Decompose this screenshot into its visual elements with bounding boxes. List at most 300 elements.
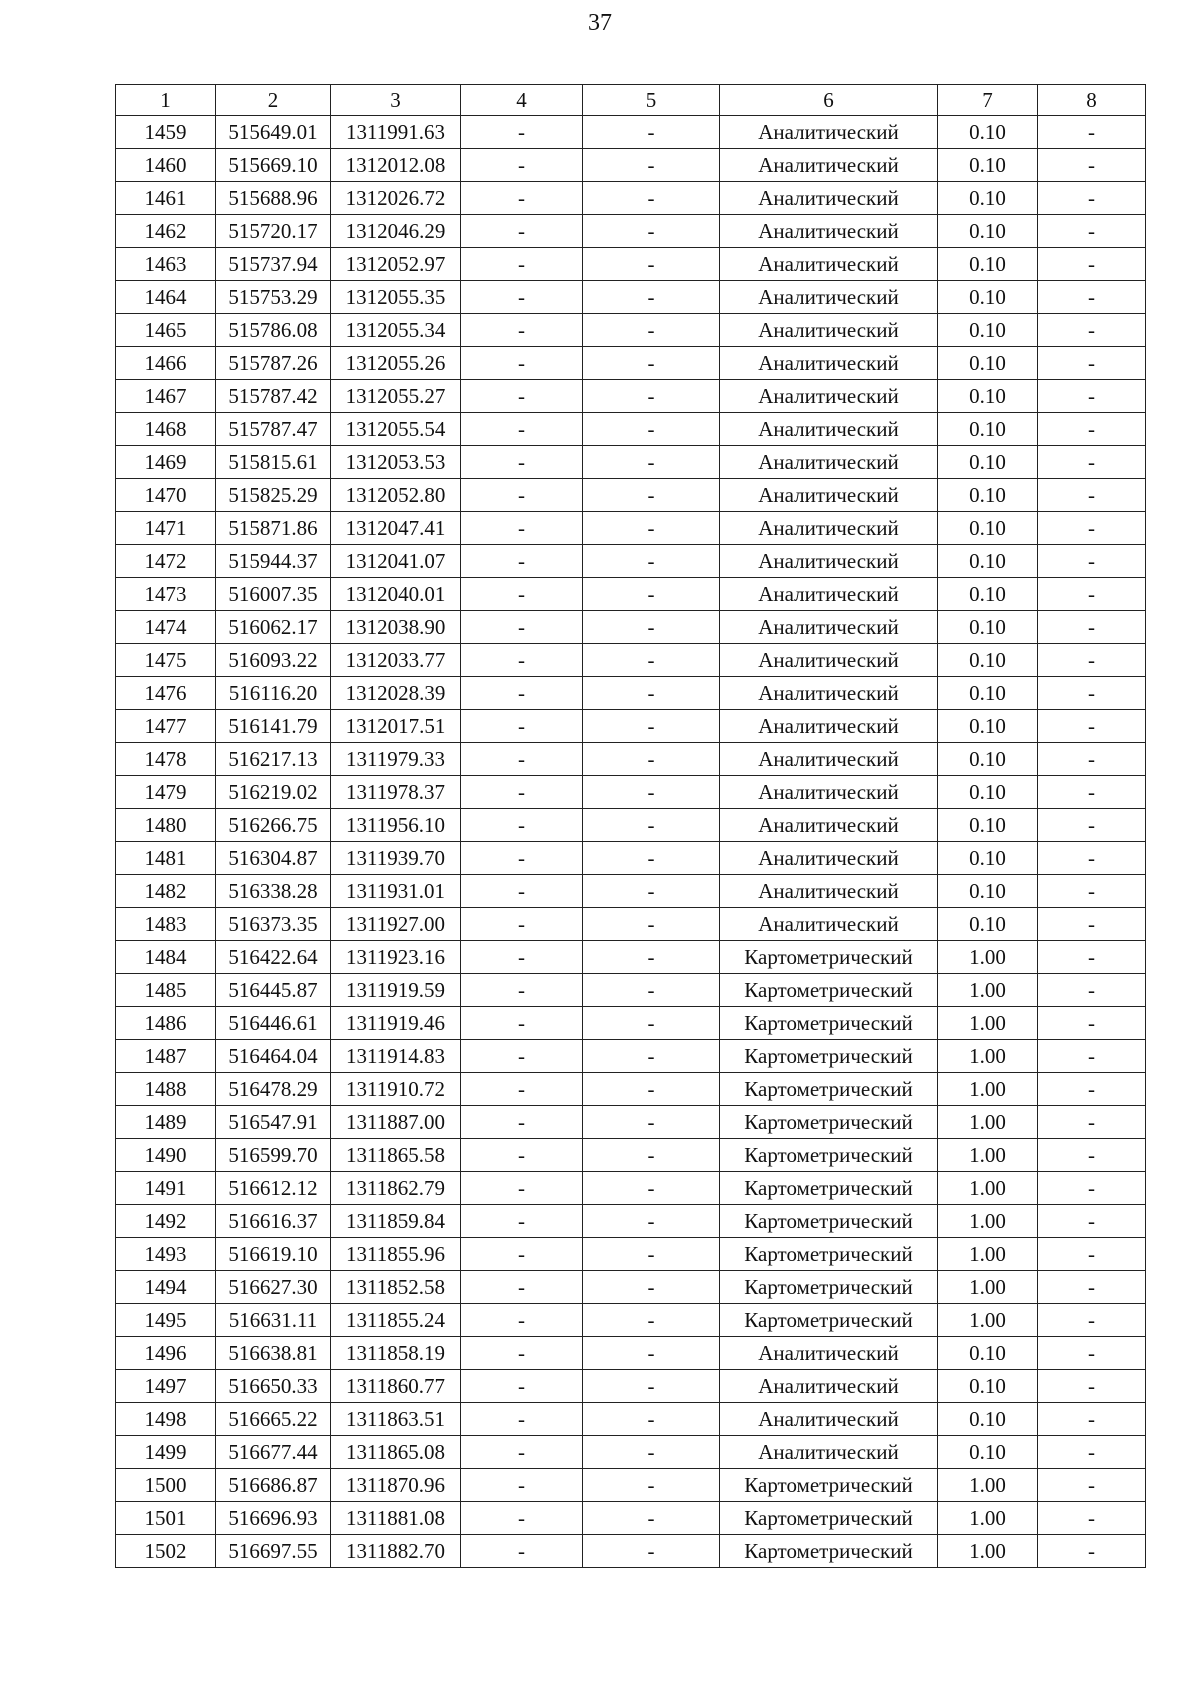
cell-accuracy: 0.10	[938, 1436, 1038, 1469]
cell-col-5: -	[583, 611, 720, 644]
cell-col-5: -	[583, 875, 720, 908]
cell-accuracy: 0.10	[938, 677, 1038, 710]
cell-point-number: 1481	[116, 842, 216, 875]
cell-accuracy: 0.10	[938, 248, 1038, 281]
cell-y-coordinate: 1311870.96	[331, 1469, 461, 1502]
cell-col-5: -	[583, 1436, 720, 1469]
cell-col-5: -	[583, 1502, 720, 1535]
cell-col-8: -	[1038, 116, 1146, 149]
cell-method: Аналитический	[720, 842, 938, 875]
cell-col-5: -	[583, 1304, 720, 1337]
cell-col-4: -	[461, 842, 583, 875]
cell-method: Аналитический	[720, 1370, 938, 1403]
cell-method: Аналитический	[720, 1403, 938, 1436]
cell-y-coordinate: 1311991.63	[331, 116, 461, 149]
cell-method: Аналитический	[720, 248, 938, 281]
cell-col-4: -	[461, 1502, 583, 1535]
cell-method: Аналитический	[720, 479, 938, 512]
cell-method: Аналитический	[720, 1337, 938, 1370]
table-row	[116, 743, 1146, 776]
cell-accuracy: 0.10	[938, 479, 1038, 512]
cell-col-4: -	[461, 1271, 583, 1304]
cell-col-8: -	[1038, 215, 1146, 248]
cell-col-5: -	[583, 1172, 720, 1205]
cell-col-4: -	[461, 347, 583, 380]
cell-method: Аналитический	[720, 809, 938, 842]
cell-col-5: -	[583, 281, 720, 314]
cell-x-coordinate: 516007.35	[216, 578, 331, 611]
cell-col-8: -	[1038, 1337, 1146, 1370]
cell-x-coordinate: 516373.35	[216, 908, 331, 941]
column-header-8: 8	[1038, 85, 1146, 116]
cell-col-4: -	[461, 1436, 583, 1469]
cell-method: Картометрический	[720, 1238, 938, 1271]
table-row	[116, 380, 1146, 413]
cell-point-number: 1487	[116, 1040, 216, 1073]
cell-x-coordinate: 516445.87	[216, 974, 331, 1007]
table-row	[116, 446, 1146, 479]
cell-x-coordinate: 515737.94	[216, 248, 331, 281]
cell-x-coordinate: 515787.42	[216, 380, 331, 413]
cell-col-8: -	[1038, 809, 1146, 842]
cell-col-8: -	[1038, 710, 1146, 743]
cell-x-coordinate: 515871.86	[216, 512, 331, 545]
cell-y-coordinate: 1311978.37	[331, 776, 461, 809]
cell-accuracy: 0.10	[938, 875, 1038, 908]
cell-col-8: -	[1038, 743, 1146, 776]
cell-point-number: 1468	[116, 413, 216, 446]
cell-accuracy: 1.00	[938, 1172, 1038, 1205]
cell-col-5: -	[583, 842, 720, 875]
cell-col-4: -	[461, 1172, 583, 1205]
cell-x-coordinate: 516627.30	[216, 1271, 331, 1304]
cell-y-coordinate: 1311919.59	[331, 974, 461, 1007]
cell-accuracy: 0.10	[938, 743, 1038, 776]
table-row	[116, 248, 1146, 281]
column-header-1: 1	[116, 85, 216, 116]
cell-accuracy: 1.00	[938, 1106, 1038, 1139]
cell-point-number: 1502	[116, 1535, 216, 1568]
cell-point-number: 1499	[116, 1436, 216, 1469]
cell-y-coordinate: 1311865.58	[331, 1139, 461, 1172]
cell-y-coordinate: 1311923.16	[331, 941, 461, 974]
cell-y-coordinate: 1312053.53	[331, 446, 461, 479]
cell-point-number: 1500	[116, 1469, 216, 1502]
cell-point-number: 1495	[116, 1304, 216, 1337]
cell-y-coordinate: 1312047.41	[331, 512, 461, 545]
cell-col-8: -	[1038, 281, 1146, 314]
cell-col-4: -	[461, 611, 583, 644]
cell-accuracy: 1.00	[938, 1271, 1038, 1304]
cell-col-5: -	[583, 116, 720, 149]
cell-col-5: -	[583, 1337, 720, 1370]
cell-y-coordinate: 1311852.58	[331, 1271, 461, 1304]
table-row	[116, 1205, 1146, 1238]
table-row	[116, 1238, 1146, 1271]
page-number: 37	[588, 10, 612, 36]
table-row	[116, 1271, 1146, 1304]
cell-col-4: -	[461, 1007, 583, 1040]
cell-method: Аналитический	[720, 182, 938, 215]
cell-col-8: -	[1038, 1370, 1146, 1403]
cell-col-5: -	[583, 1040, 720, 1073]
cell-col-5: -	[583, 974, 720, 1007]
cell-col-4: -	[461, 743, 583, 776]
cell-y-coordinate: 1312055.27	[331, 380, 461, 413]
cell-col-5: -	[583, 479, 720, 512]
cell-col-5: -	[583, 1238, 720, 1271]
cell-y-coordinate: 1312055.34	[331, 314, 461, 347]
cell-col-5: -	[583, 644, 720, 677]
cell-accuracy: 0.10	[938, 413, 1038, 446]
cell-x-coordinate: 515669.10	[216, 149, 331, 182]
table-row	[116, 545, 1146, 578]
cell-col-8: -	[1038, 842, 1146, 875]
cell-x-coordinate: 515753.29	[216, 281, 331, 314]
cell-col-8: -	[1038, 182, 1146, 215]
cell-method: Аналитический	[720, 149, 938, 182]
table-row	[116, 512, 1146, 545]
cell-x-coordinate: 516217.13	[216, 743, 331, 776]
cell-x-coordinate: 515787.47	[216, 413, 331, 446]
cell-col-5: -	[583, 1106, 720, 1139]
cell-y-coordinate: 1312041.07	[331, 545, 461, 578]
cell-col-5: -	[583, 1073, 720, 1106]
cell-col-4: -	[461, 1304, 583, 1337]
cell-col-8: -	[1038, 413, 1146, 446]
cell-y-coordinate: 1311858.19	[331, 1337, 461, 1370]
cell-accuracy: 0.10	[938, 908, 1038, 941]
cell-col-8: -	[1038, 677, 1146, 710]
cell-x-coordinate: 516665.22	[216, 1403, 331, 1436]
cell-x-coordinate: 516062.17	[216, 611, 331, 644]
cell-method: Аналитический	[720, 875, 938, 908]
table-row	[116, 1436, 1146, 1469]
cell-accuracy: 0.10	[938, 644, 1038, 677]
cell-col-8: -	[1038, 512, 1146, 545]
cell-method: Аналитический	[720, 908, 938, 941]
cell-x-coordinate: 516616.37	[216, 1205, 331, 1238]
cell-col-5: -	[583, 248, 720, 281]
cell-accuracy: 1.00	[938, 1535, 1038, 1568]
cell-y-coordinate: 1311910.72	[331, 1073, 461, 1106]
cell-y-coordinate: 1311919.46	[331, 1007, 461, 1040]
cell-col-4: -	[461, 809, 583, 842]
column-header-4: 4	[461, 85, 583, 116]
cell-col-5: -	[583, 1271, 720, 1304]
cell-col-8: -	[1038, 1271, 1146, 1304]
cell-y-coordinate: 1311855.24	[331, 1304, 461, 1337]
cell-x-coordinate: 516446.61	[216, 1007, 331, 1040]
cell-col-4: -	[461, 479, 583, 512]
cell-point-number: 1474	[116, 611, 216, 644]
cell-method: Аналитический	[720, 644, 938, 677]
cell-col-5: -	[583, 710, 720, 743]
cell-col-5: -	[583, 314, 720, 347]
cell-method: Картометрический	[720, 1469, 938, 1502]
cell-col-5: -	[583, 413, 720, 446]
cell-col-4: -	[461, 1205, 583, 1238]
cell-method: Аналитический	[720, 743, 938, 776]
cell-col-8: -	[1038, 1304, 1146, 1337]
cell-point-number: 1493	[116, 1238, 216, 1271]
cell-point-number: 1484	[116, 941, 216, 974]
cell-col-8: -	[1038, 1139, 1146, 1172]
table-row	[116, 1304, 1146, 1337]
cell-accuracy: 1.00	[938, 1238, 1038, 1271]
cell-method: Аналитический	[720, 512, 938, 545]
cell-y-coordinate: 1311939.70	[331, 842, 461, 875]
cell-method: Аналитический	[720, 545, 938, 578]
cell-col-4: -	[461, 1370, 583, 1403]
cell-accuracy: 1.00	[938, 1469, 1038, 1502]
cell-col-5: -	[583, 380, 720, 413]
cell-col-5: -	[583, 776, 720, 809]
cell-y-coordinate: 1312017.51	[331, 710, 461, 743]
column-header-7: 7	[938, 85, 1038, 116]
cell-point-number: 1467	[116, 380, 216, 413]
cell-point-number: 1472	[116, 545, 216, 578]
table-row	[116, 1106, 1146, 1139]
table-row	[116, 974, 1146, 1007]
table-row	[116, 1370, 1146, 1403]
cell-y-coordinate: 1312038.90	[331, 611, 461, 644]
cell-method: Картометрический	[720, 1040, 938, 1073]
cell-point-number: 1485	[116, 974, 216, 1007]
cell-y-coordinate: 1311865.08	[331, 1436, 461, 1469]
column-header-2: 2	[216, 85, 331, 116]
cell-col-8: -	[1038, 875, 1146, 908]
cell-col-8: -	[1038, 578, 1146, 611]
cell-accuracy: 0.10	[938, 1403, 1038, 1436]
table-row	[116, 1172, 1146, 1205]
cell-point-number: 1491	[116, 1172, 216, 1205]
cell-accuracy: 1.00	[938, 1502, 1038, 1535]
cell-accuracy: 0.10	[938, 578, 1038, 611]
cell-col-4: -	[461, 413, 583, 446]
cell-y-coordinate: 1311927.00	[331, 908, 461, 941]
cell-accuracy: 0.10	[938, 1370, 1038, 1403]
cell-point-number: 1464	[116, 281, 216, 314]
cell-col-4: -	[461, 644, 583, 677]
cell-y-coordinate: 1312052.97	[331, 248, 461, 281]
cell-accuracy: 0.10	[938, 710, 1038, 743]
cell-col-4: -	[461, 380, 583, 413]
cell-col-8: -	[1038, 1040, 1146, 1073]
cell-point-number: 1473	[116, 578, 216, 611]
cell-point-number: 1459	[116, 116, 216, 149]
cell-x-coordinate: 516338.28	[216, 875, 331, 908]
cell-col-4: -	[461, 182, 583, 215]
table-row	[116, 1139, 1146, 1172]
cell-accuracy: 0.10	[938, 512, 1038, 545]
cell-x-coordinate: 516116.20	[216, 677, 331, 710]
cell-col-4: -	[461, 1337, 583, 1370]
cell-col-8: -	[1038, 446, 1146, 479]
cell-x-coordinate: 516631.11	[216, 1304, 331, 1337]
table-row	[116, 710, 1146, 743]
table-row	[116, 941, 1146, 974]
table-row	[116, 1337, 1146, 1370]
cell-col-5: -	[583, 1403, 720, 1436]
cell-col-8: -	[1038, 1535, 1146, 1568]
cell-x-coordinate: 516696.93	[216, 1502, 331, 1535]
cell-col-5: -	[583, 182, 720, 215]
cell-method: Аналитический	[720, 116, 938, 149]
table-row	[116, 611, 1146, 644]
cell-point-number: 1462	[116, 215, 216, 248]
coordinates-table	[115, 84, 1146, 1568]
cell-point-number: 1478	[116, 743, 216, 776]
cell-method: Картометрический	[720, 1271, 938, 1304]
cell-col-4: -	[461, 677, 583, 710]
cell-col-8: -	[1038, 149, 1146, 182]
cell-col-8: -	[1038, 1205, 1146, 1238]
table-body	[116, 116, 1146, 1568]
table-row	[116, 413, 1146, 446]
table-row	[116, 314, 1146, 347]
cell-method: Аналитический	[720, 1436, 938, 1469]
cell-method: Аналитический	[720, 677, 938, 710]
cell-point-number: 1490	[116, 1139, 216, 1172]
cell-accuracy: 0.10	[938, 809, 1038, 842]
cell-col-5: -	[583, 347, 720, 380]
cell-col-8: -	[1038, 1172, 1146, 1205]
cell-method: Аналитический	[720, 611, 938, 644]
cell-accuracy: 1.00	[938, 1007, 1038, 1040]
cell-method: Аналитический	[720, 776, 938, 809]
cell-col-8: -	[1038, 1073, 1146, 1106]
cell-col-5: -	[583, 149, 720, 182]
cell-col-5: -	[583, 1535, 720, 1568]
cell-col-8: -	[1038, 974, 1146, 1007]
cell-col-8: -	[1038, 380, 1146, 413]
cell-col-8: -	[1038, 314, 1146, 347]
cell-accuracy: 1.00	[938, 974, 1038, 1007]
cell-col-5: -	[583, 743, 720, 776]
cell-point-number: 1460	[116, 149, 216, 182]
cell-y-coordinate: 1312052.80	[331, 479, 461, 512]
cell-method: Аналитический	[720, 578, 938, 611]
cell-accuracy: 0.10	[938, 116, 1038, 149]
cell-y-coordinate: 1311956.10	[331, 809, 461, 842]
table-row	[116, 215, 1146, 248]
cell-accuracy: 0.10	[938, 149, 1038, 182]
cell-accuracy: 1.00	[938, 1205, 1038, 1238]
table-row	[116, 809, 1146, 842]
cell-point-number: 1494	[116, 1271, 216, 1304]
cell-col-8: -	[1038, 1469, 1146, 1502]
cell-col-4: -	[461, 1040, 583, 1073]
cell-point-number: 1475	[116, 644, 216, 677]
cell-accuracy: 0.10	[938, 314, 1038, 347]
cell-col-5: -	[583, 941, 720, 974]
cell-x-coordinate: 516612.12	[216, 1172, 331, 1205]
cell-method: Картометрический	[720, 1502, 938, 1535]
cell-col-8: -	[1038, 1436, 1146, 1469]
cell-method: Картометрический	[720, 1073, 938, 1106]
table-row	[116, 149, 1146, 182]
cell-col-8: -	[1038, 1403, 1146, 1436]
cell-method: Картометрический	[720, 1106, 938, 1139]
cell-accuracy: 1.00	[938, 1304, 1038, 1337]
cell-accuracy: 1.00	[938, 941, 1038, 974]
cell-accuracy: 1.00	[938, 1040, 1038, 1073]
cell-y-coordinate: 1312055.26	[331, 347, 461, 380]
cell-x-coordinate: 516304.87	[216, 842, 331, 875]
table-row	[116, 578, 1146, 611]
cell-y-coordinate: 1312012.08	[331, 149, 461, 182]
cell-x-coordinate: 515787.26	[216, 347, 331, 380]
cell-x-coordinate: 516093.22	[216, 644, 331, 677]
cell-method: Аналитический	[720, 215, 938, 248]
cell-method: Картометрический	[720, 941, 938, 974]
cell-y-coordinate: 1312046.29	[331, 215, 461, 248]
cell-accuracy: 0.10	[938, 611, 1038, 644]
cell-accuracy: 0.10	[938, 215, 1038, 248]
cell-col-4: -	[461, 974, 583, 1007]
table-row	[116, 479, 1146, 512]
cell-col-8: -	[1038, 776, 1146, 809]
cell-accuracy: 0.10	[938, 842, 1038, 875]
table-row	[116, 347, 1146, 380]
cell-x-coordinate: 516219.02	[216, 776, 331, 809]
cell-col-4: -	[461, 1106, 583, 1139]
cell-x-coordinate: 516141.79	[216, 710, 331, 743]
cell-x-coordinate: 516650.33	[216, 1370, 331, 1403]
cell-method: Аналитический	[720, 413, 938, 446]
cell-col-8: -	[1038, 248, 1146, 281]
cell-y-coordinate: 1311882.70	[331, 1535, 461, 1568]
cell-col-5: -	[583, 578, 720, 611]
cell-x-coordinate: 516686.87	[216, 1469, 331, 1502]
cell-method: Аналитический	[720, 314, 938, 347]
cell-col-4: -	[461, 578, 583, 611]
cell-point-number: 1463	[116, 248, 216, 281]
cell-y-coordinate: 1312026.72	[331, 182, 461, 215]
cell-y-coordinate: 1311931.01	[331, 875, 461, 908]
cell-col-5: -	[583, 1007, 720, 1040]
cell-col-8: -	[1038, 1106, 1146, 1139]
cell-x-coordinate: 515944.37	[216, 545, 331, 578]
cell-accuracy: 0.10	[938, 446, 1038, 479]
cell-col-4: -	[461, 116, 583, 149]
cell-x-coordinate: 516478.29	[216, 1073, 331, 1106]
cell-point-number: 1497	[116, 1370, 216, 1403]
cell-col-4: -	[461, 1073, 583, 1106]
table-row	[116, 908, 1146, 941]
cell-y-coordinate: 1312040.01	[331, 578, 461, 611]
cell-col-8: -	[1038, 611, 1146, 644]
cell-col-4: -	[461, 1535, 583, 1568]
table-row	[116, 1007, 1146, 1040]
table-header-row	[116, 85, 1146, 116]
cell-col-8: -	[1038, 347, 1146, 380]
cell-x-coordinate: 516547.91	[216, 1106, 331, 1139]
cell-accuracy: 0.10	[938, 380, 1038, 413]
cell-method: Аналитический	[720, 380, 938, 413]
cell-point-number: 1489	[116, 1106, 216, 1139]
cell-col-5: -	[583, 545, 720, 578]
table-row	[116, 875, 1146, 908]
cell-col-4: -	[461, 1139, 583, 1172]
column-header-3: 3	[331, 85, 461, 116]
cell-x-coordinate: 516638.81	[216, 1337, 331, 1370]
cell-point-number: 1479	[116, 776, 216, 809]
cell-col-8: -	[1038, 1502, 1146, 1535]
cell-col-5: -	[583, 215, 720, 248]
cell-point-number: 1476	[116, 677, 216, 710]
